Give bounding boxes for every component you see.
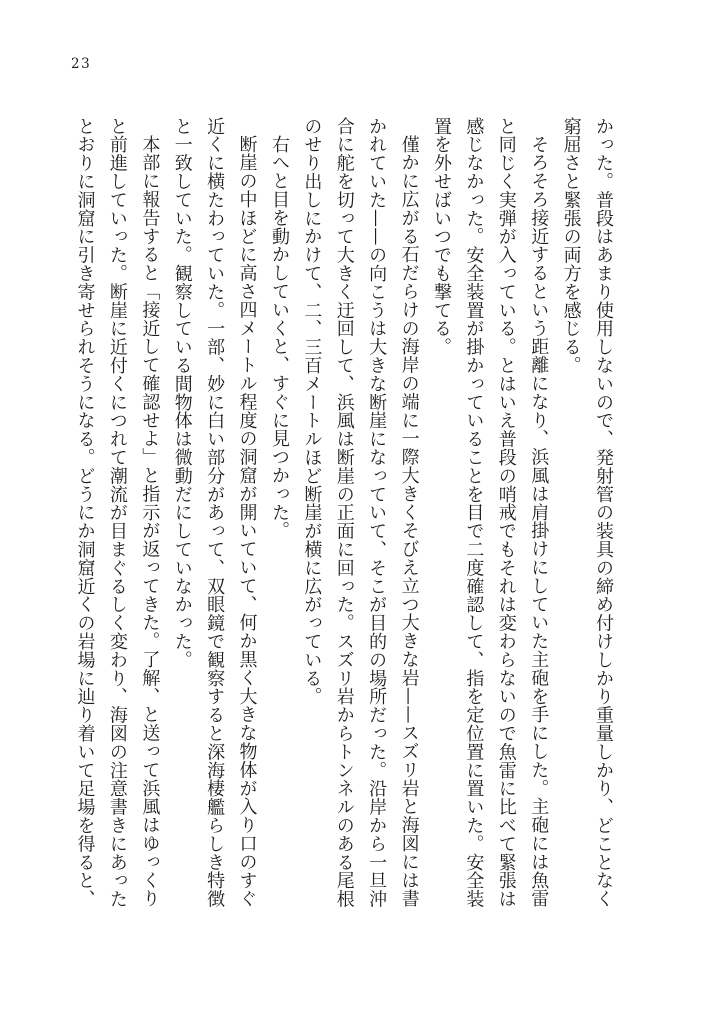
page-number: 23 [71, 56, 92, 72]
text-line: 本部に報告すると「接近して確認せよ」と指示が返ってきた。了解、と送って浜風はゆっくり [139, 135, 161, 909]
text-line: かれていた——の向こうは大きな断崖になっていて、そこが目的の場所だった。沿岸から一旦沖 [366, 117, 388, 909]
text-line: と同じく実弾が入っている。とはいえ普段の哨戒でもそれは変わらないので魚雷に比べて緊張は [495, 117, 517, 909]
text-line: 窮屈さと緊張の両方を感じる。 [560, 117, 582, 375]
text-line: と前進していった。断崖に近付くにつれて潮流が目まぐるしく変わり、海図の注意書きにあった [106, 117, 128, 909]
text-line: とおりに洞窟に引き寄せられそうになる。どうにか洞窟近くの岩場に辿り着いて足場を得ると、 [74, 117, 96, 909]
text-line: 合に舵を切って大きく迂回して、浜風は断崖の正面に回った。スズリ岩からトンネルのある尾根 [333, 117, 355, 909]
text-line: 僅かに広がる石だらけの海岸の端に一際大きくそびえ立つ大きな岩——スズリ岩と海図には書 [398, 135, 420, 909]
text-line: 感じなかった。安全装置が掛かっていることを目で二度確認して、指を定位置に置いた。安全装 [463, 117, 485, 909]
text-line: 置を外せばいつでも撃てる。 [430, 117, 452, 357]
text-line: 断崖の中ほどに高さ四メートル程度の洞窟が開いていて、何か黒く大きな物体が入り口のすぐ [236, 135, 258, 909]
text-columns [68, 117, 619, 911]
text-line: 近くに横たわっていた。一部、妙に白い部分があって、双眼鏡で観察すると深海棲艦らしき特徴 [204, 117, 226, 909]
text-line: そろそろ接近するという距離になり、浜風は肩掛けにしていた主砲を手にした。主砲には魚雷 [528, 135, 550, 909]
text-line: かった。普段はあまり使用しないので、発射管の装具の締め付けしかり重量しかり、どことなく [593, 117, 614, 909]
text-line: のせり出しにかけて、二、三百メートルほど断崖が横に広がっている。 [301, 117, 323, 706]
text-line: 右へと目を動かしていくと、すぐに見つかった。 [268, 135, 290, 541]
text-line: と一致していた。観察している間物体は微動だにしていなかった。 [171, 117, 193, 669]
